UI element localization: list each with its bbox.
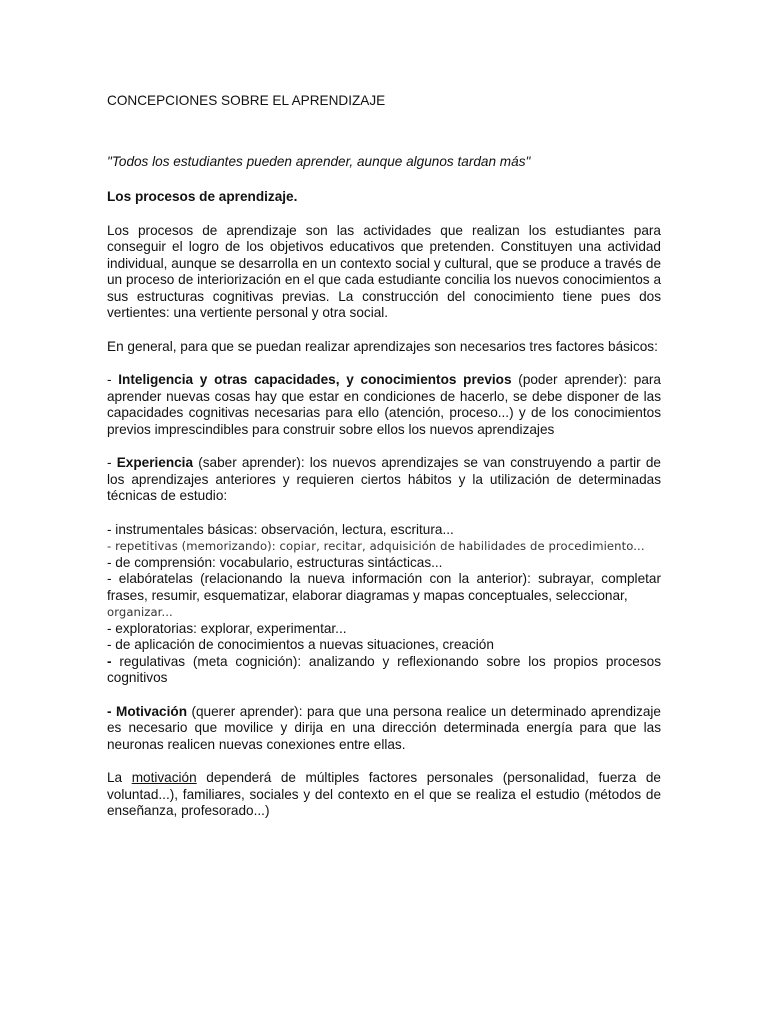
closing-paragraph — [107, 770, 661, 820]
motivation-link[interactable]: motivación — [131, 770, 197, 785]
list-item-continuation: organizar... — [107, 605, 173, 619]
list-item: - de aplicación de conocimientos a nuevas situaciones, creación — [107, 637, 494, 652]
document-body — [107, 93, 661, 820]
closing-text: dependerá de múltiples factores personales (personalidad, fuerza de voluntad...), familiares, sociales y del contexto en el que se realiza el estudio (métodos de enseñanza, profesorado...) — [107, 770, 661, 818]
factor-text: (querer aprender): para que una persona realice un determinado aprendizaje es necesario que movilice y dirija en una dirección determinada energía para que las neuronas realicen nuevas conexiones entre ellas. — [107, 703, 661, 752]
list-item: - elabóratelas (relacionando la nueva información con la anterior): subrayar, completar frases, resumir, esquematizar, elaborar diagramas y mapas conceptuales, seleccionar, — [107, 571, 661, 603]
factor-dash: - — [107, 455, 117, 470]
document-title: CONCEPCIONES SOBRE EL APRENDIZAJE — [107, 93, 386, 108]
epigraph-quote: "Todos los estudiantes pueden aprender, aunque algunos tardan más" — [107, 153, 531, 169]
factor-term: Inteligencia y otras capacidades, y conocimientos previos — [118, 372, 512, 387]
intro-paragraph: Los procesos de aprendizaje son las actividades que realizan los estudiantes para conseguir el logro de los objetivos educativos que pretenden. Constituyen una actividad individual, aunque se desarrolla en un contexto social y cultural, que se produce a través de un proceso de interiorización en el que cada estudiante concilia los nuevos conocimientos a sus estructuras cognitivas previas. La construcción del conocimiento tiene pues dos vertientes: una vertiente personal y otra social. — [107, 222, 661, 320]
list-item: - instrumentales básicas: observación, lectura, escritura... — [107, 521, 454, 537]
factor-intelligence — [107, 372, 661, 438]
closing-prefix: La — [107, 770, 132, 785]
list-item: - de comprensión: vocabulario, estructuras sintácticas... — [107, 554, 443, 570]
factor-term: - Motivación — [107, 703, 187, 719]
list-item-text: regulativas (meta cognición): analizando y reflexionando sobre los propios procesos cognitivos — [107, 653, 661, 685]
factors-intro: En general, para que se puedan realizar aprendizajes son necesarios tres factores básicos: — [107, 338, 658, 354]
factor-motivation — [107, 704, 661, 754]
factor-text: (saber aprender): los nuevos aprendizajes se van construyendo a partir de los aprendizajes anteriores y requieren ciertos hábitos y la utilización de determinadas técnicas de estudio: — [107, 455, 661, 503]
section-heading: Los procesos de aprendizaje. — [107, 189, 298, 204]
factor-term: Experiencia — [116, 455, 194, 470]
list-item-dash: - — [107, 653, 120, 669]
factor-dash: - — [107, 372, 119, 387]
list-item — [107, 654, 661, 687]
list-item: - exploratorias: explorar, experimentar... — [107, 620, 347, 636]
factor-experience — [107, 455, 661, 505]
factor-text: (poder aprender): para aprender nuevas cosas hay que estar en condiciones de hacerlo, se debe disponer de las capacidades cognitivas necesarias para ello (atención, proceso...) y de los conocimientos previos imprescindibles para construir sobre ellos los nuevos aprendizajes — [107, 372, 661, 437]
list-item: - repetitivas (memorizando): copiar, recitar, adquisición de habilidades de procedimiento... — [107, 539, 645, 553]
techniques-list — [107, 522, 661, 687]
